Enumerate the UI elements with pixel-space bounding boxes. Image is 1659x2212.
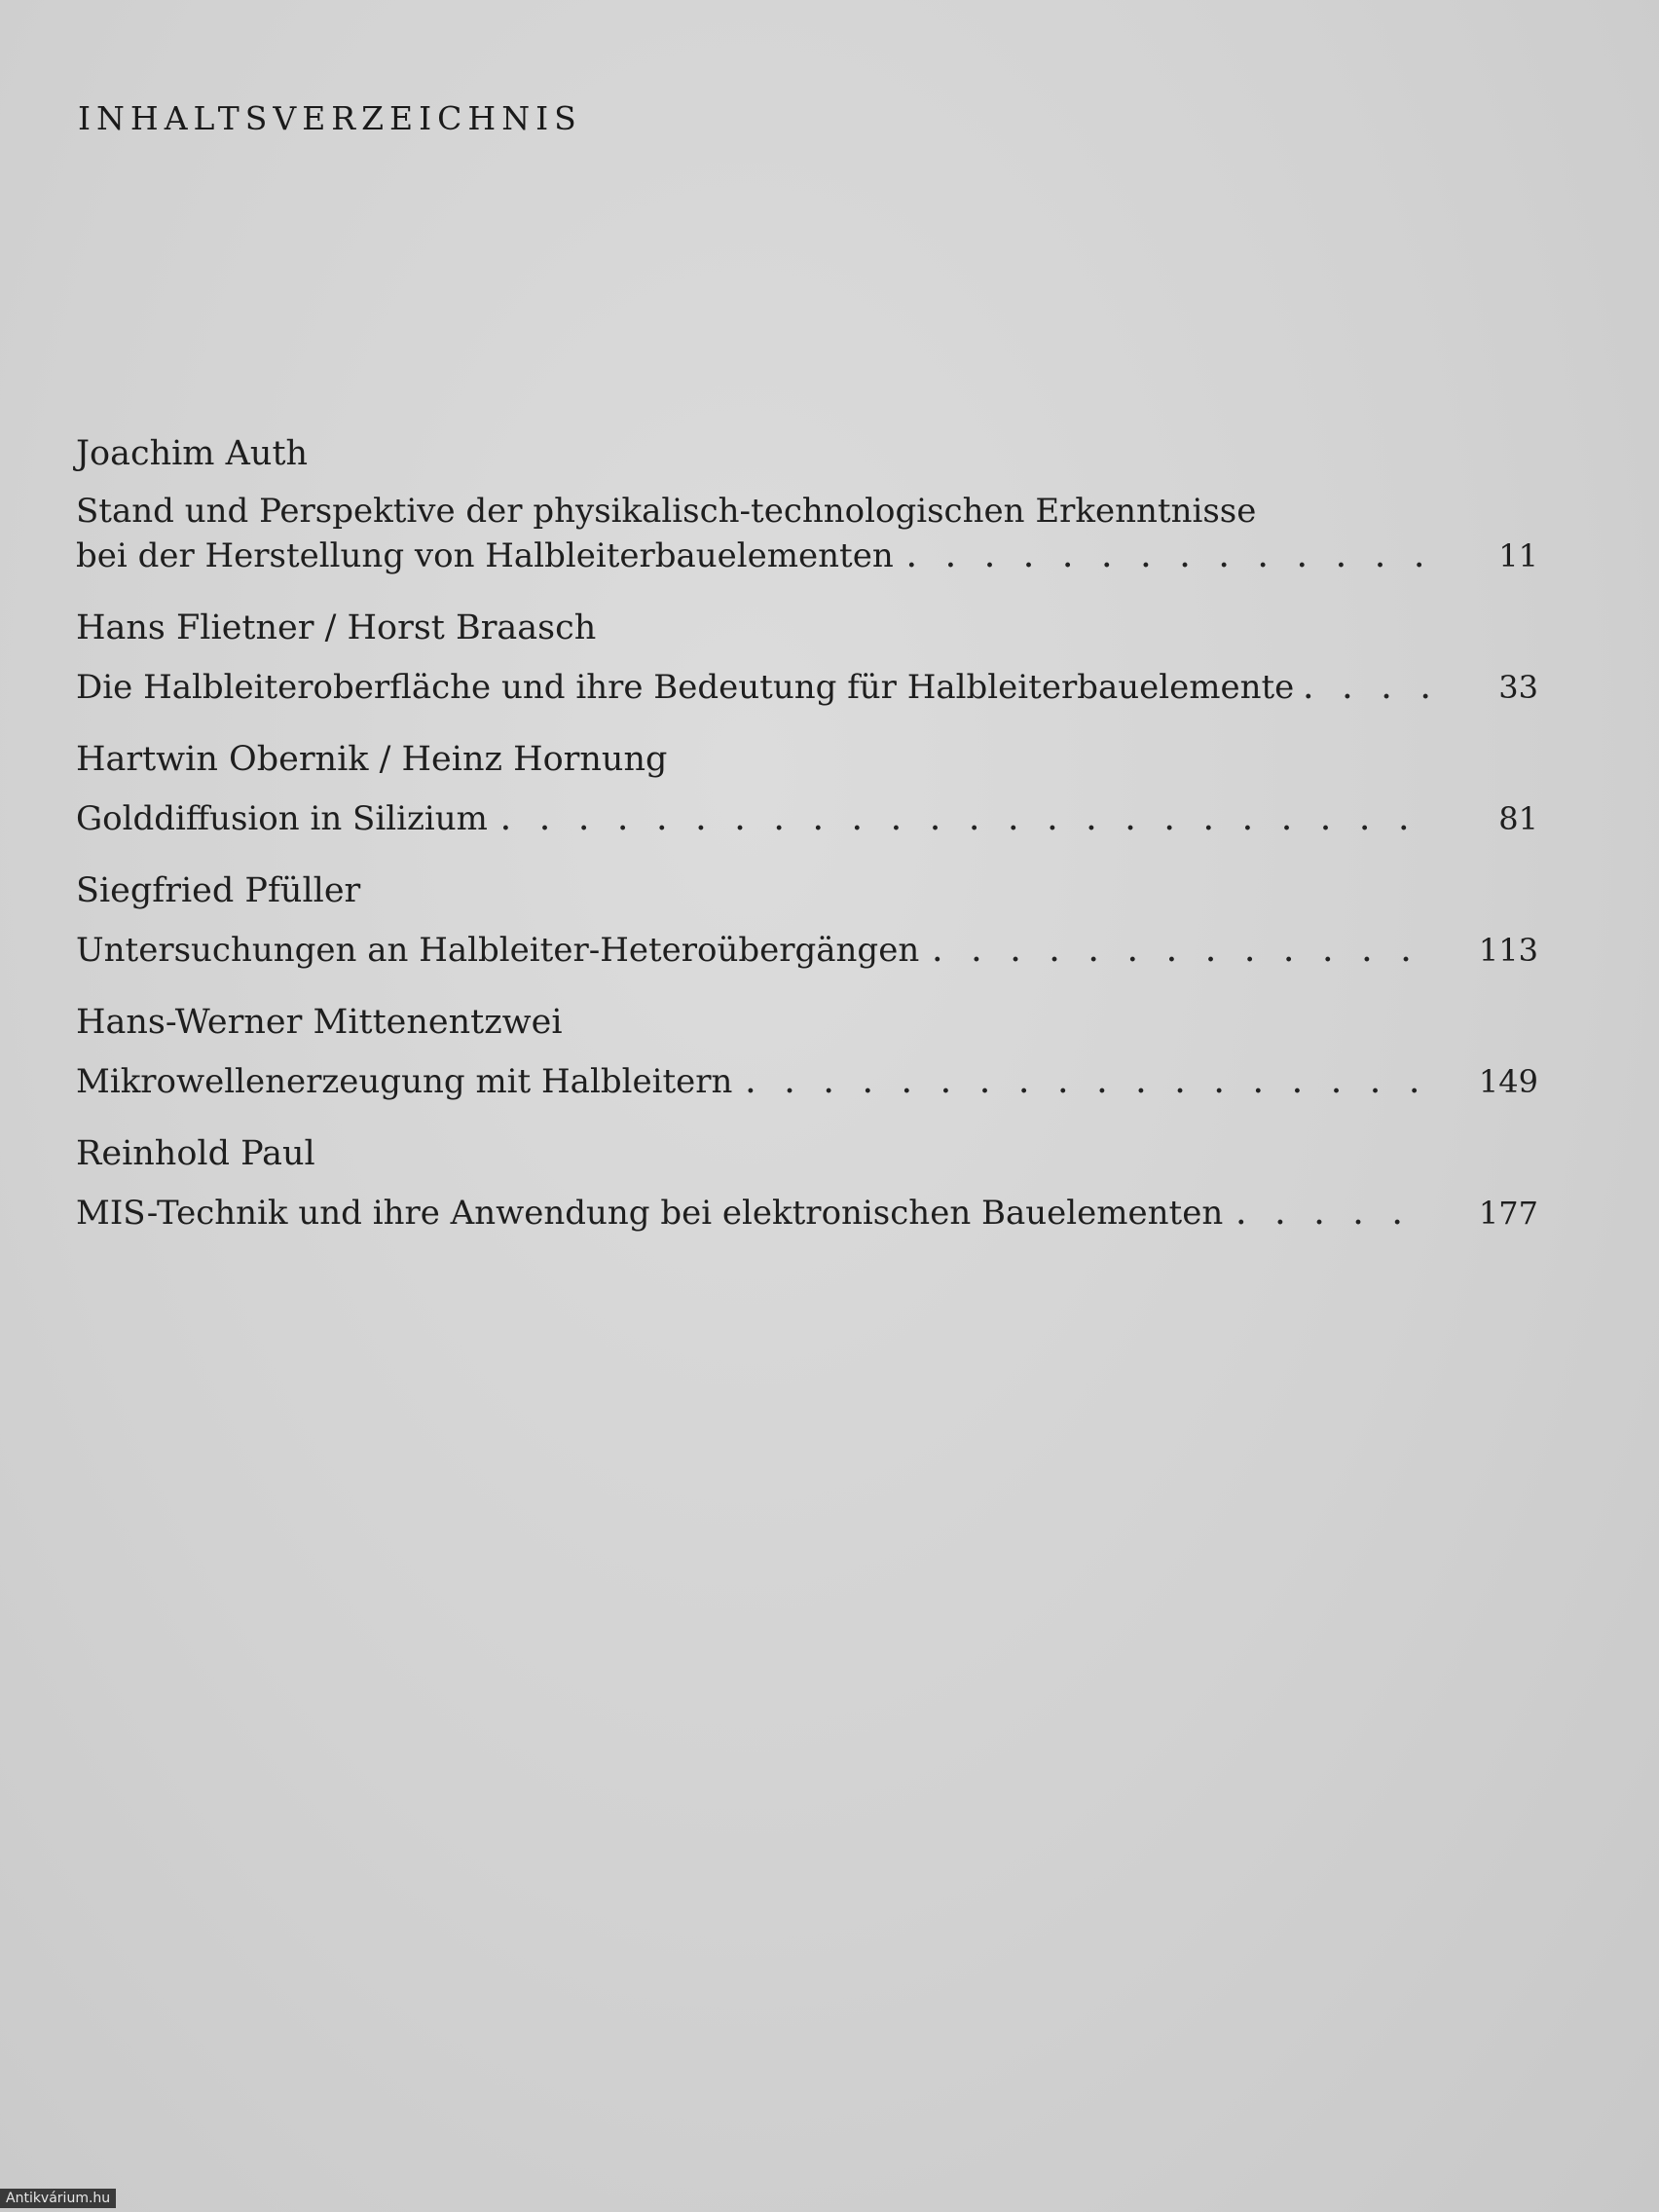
entry-title-line: bei der Herstellung von Halbleiterbauelementen xyxy=(76,536,894,575)
entry-title-line: Untersuchungen an Halbleiter-Heteroübergängen xyxy=(76,931,920,970)
dot-leader xyxy=(933,931,1433,976)
entry-title-line: Die Halbleiteroberfläche und ihre Bedeutung für Halbleiterbauelemente xyxy=(76,668,1295,707)
dot-leader xyxy=(1304,668,1433,713)
toc-entry xyxy=(76,734,1538,844)
toc-entry xyxy=(76,866,1538,976)
entry-author: Hans-Werner Mittenentzwei xyxy=(76,1003,563,1042)
dot-leader xyxy=(1236,1194,1433,1238)
dot-leader xyxy=(746,1062,1433,1107)
entry-title-line: Mikrowellenerzeugung mit Halbleitern xyxy=(76,1062,733,1101)
toc-entry xyxy=(76,1128,1538,1238)
entry-title-row xyxy=(76,1059,1538,1107)
entry-title-row xyxy=(76,665,1538,713)
entry-page-number: 33 xyxy=(1498,669,1538,706)
entry-title-row xyxy=(76,928,1538,976)
toc-entry xyxy=(76,997,1538,1107)
entry-author: Joachim Auth xyxy=(76,434,309,473)
entry-author: Siegfried Pfüller xyxy=(76,871,361,910)
entry-author: Hans Flietner / Horst Braasch xyxy=(76,608,597,647)
entry-page-number: 177 xyxy=(1478,1195,1538,1232)
entry-title-line: MIS-Technik und ihre Anwendung bei elektronischen Bauelementen xyxy=(76,1194,1224,1233)
entry-page-number: 113 xyxy=(1478,932,1538,969)
entry-page-number: 149 xyxy=(1478,1063,1538,1100)
entry-author: Reinhold Paul xyxy=(76,1134,315,1173)
entry-author: Hartwin Obernik / Heinz Hornung xyxy=(76,740,668,779)
entry-title-line: Golddiffusion in Silizium xyxy=(76,799,488,838)
entry-title-row xyxy=(76,1191,1538,1238)
entry-title-row xyxy=(76,796,1538,844)
toc-entry xyxy=(76,603,1538,713)
dot-leader xyxy=(501,799,1433,844)
entry-title-row xyxy=(76,534,1538,581)
toc-entry xyxy=(76,428,1538,581)
source-watermark: Antikvárium.hu xyxy=(0,2189,116,2208)
entry-page-number: 11 xyxy=(1498,537,1538,574)
page-heading: INHALTSVERZEICHNIS xyxy=(78,99,582,137)
table-of-contents xyxy=(76,428,1538,1238)
entry-page-number: 81 xyxy=(1498,800,1538,837)
dot-leader xyxy=(907,536,1433,581)
entry-title-line: Stand und Perspektive der physikalisch-technologischen Erkenntnisse xyxy=(76,492,1257,531)
